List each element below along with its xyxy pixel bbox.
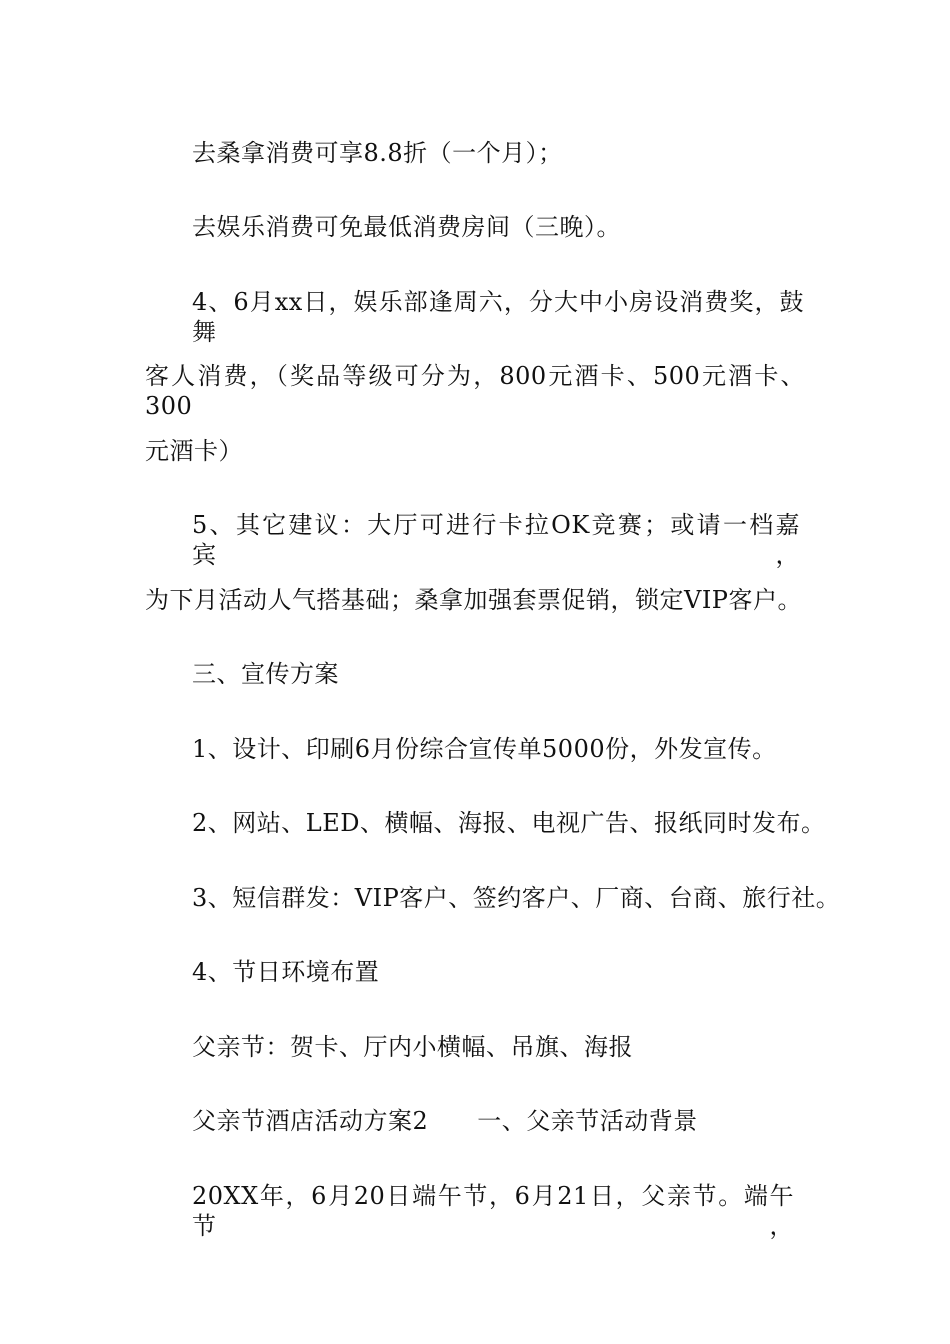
paragraph-line: 1、设计、印刷6月份综合宣传单5000份，外发宣传。 (192, 735, 777, 763)
paragraph-line: 客人消费，（奖品等级可分为，800元酒卡、500元酒卡、300 (145, 362, 805, 420)
paragraph-line: 元酒卡） (145, 437, 243, 465)
paragraph-line: 5、其它建议：大厅可进行卡拉OK竞赛；或请一档嘉宾， (192, 511, 800, 569)
paragraph-line: 父亲节：贺卡、厅内小横幅、吊旗、海报 (192, 1033, 633, 1061)
paragraph-line: 父亲节酒店活动方案2 一、父亲节活动背景 (192, 1107, 698, 1135)
section-heading: 三、宣传方案 (192, 660, 339, 688)
paragraph-line: 3、短信群发：VIP客户、签约客户、厂商、台商、旅行社。 (192, 884, 841, 912)
paragraph-line: 4、节日环境布置 (192, 958, 380, 986)
paragraph-line: 4、6月xx日，娱乐部逢周六，分大中小房设消费奖，鼓舞 (192, 288, 804, 346)
paragraph-line: 去娱乐消费可免最低消费房间（三晚）。 (192, 213, 621, 241)
paragraph-line: 去桑拿消费可享8.8折（一个月）； (192, 139, 563, 167)
paragraph-line: 20XX年，6月20日端午节，6月21日，父亲节。端午节， (192, 1182, 794, 1240)
paragraph-line: 2、网站、LED、横幅、海报、电视广告、报纸同时发布。 (192, 809, 826, 837)
paragraph-line: 为下月活动人气搭基础；桑拿加强套票促销，锁定VIP客户。 (145, 586, 802, 614)
